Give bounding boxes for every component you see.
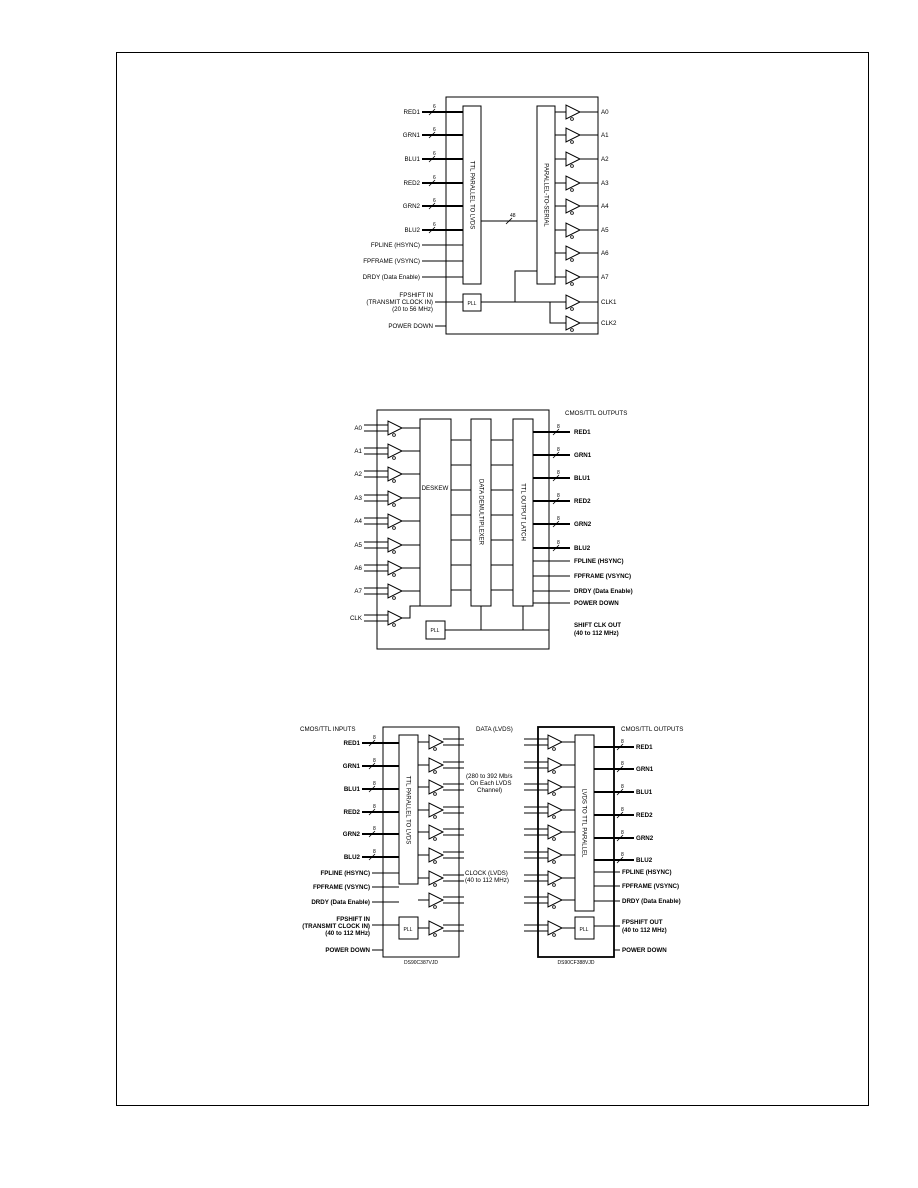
rx-output-width-0: 8 xyxy=(557,424,560,430)
inversion-bubble xyxy=(434,934,437,937)
rx-output-label-5: BLU2 xyxy=(574,545,591,552)
inversion-bubble xyxy=(393,434,396,437)
inversion-bubble xyxy=(571,189,574,192)
link-input-label-4: GRN2 xyxy=(342,831,360,838)
link-tx-pll-label: PLL xyxy=(403,927,413,933)
tx-output-label-0: A0 xyxy=(601,109,609,116)
rx-output-label-4: GRN2 xyxy=(574,521,592,528)
inversion-bubble xyxy=(434,816,437,819)
rx-output-width-3: 8 xyxy=(557,493,560,499)
inversion-bubble xyxy=(393,551,396,554)
tx-input-label-6: FPLINE (HSYNC) xyxy=(370,242,420,249)
inversion-bubble xyxy=(571,308,574,311)
tx-output-label-4: A4 xyxy=(601,203,609,210)
link-data-note-2: Channel) xyxy=(477,787,503,794)
rx-input-label-7: A7 xyxy=(354,588,362,595)
rx-clock-out-0: SHIFT CLK OUT xyxy=(574,622,622,629)
tx-input-label-1: GRN1 xyxy=(402,132,420,139)
link-tx-clock-2: (40 to 112 MHz) xyxy=(325,930,370,937)
link-clock-label-0: CLOCK (LVDS) xyxy=(465,870,508,877)
inversion-bubble xyxy=(393,504,396,507)
tx-input-width-2: 6 xyxy=(433,151,436,157)
inversion-bubble xyxy=(571,236,574,239)
tx-clock-label-1: (TRANSMIT CLOCK IN) xyxy=(366,299,433,306)
link-rx-block-label: LVDS TO TTL PARALLEL xyxy=(580,788,587,858)
rx-output-width-4: 8 xyxy=(557,516,560,522)
tx-output-label-5: A5 xyxy=(601,227,609,234)
link-rx-output-3: RED2 xyxy=(636,812,653,819)
link-outputs-header: CMOS/TTL OUTPUTS xyxy=(621,726,684,733)
inversion-bubble xyxy=(434,771,437,774)
inversion-bubble xyxy=(393,624,396,627)
link-tx-name: DS90C387VJD xyxy=(404,960,438,966)
link-tx-control-0: FPLINE (HSYNC) xyxy=(320,870,370,877)
link-rx-clock-1: (40 to 112 MHz) xyxy=(622,927,667,934)
tx-input-label-3: RED2 xyxy=(403,180,420,187)
link-input-width-0: 8 xyxy=(373,735,376,741)
inversion-bubble xyxy=(553,793,556,796)
link-data-note-1: On Each LVDS xyxy=(470,780,512,787)
link-input-label-2: BLU1 xyxy=(343,786,360,793)
link-rx-output-5: BLU2 xyxy=(636,857,653,864)
link-rx-power: POWER DOWN xyxy=(622,947,667,954)
link-rx-output-0: RED1 xyxy=(636,744,653,751)
inversion-bubble xyxy=(571,329,574,332)
tx-input-label-0: RED1 xyxy=(403,109,420,116)
rx-deskew-label: DESKEW xyxy=(421,485,449,492)
link-input-width-3: 8 xyxy=(373,804,376,810)
tx-clock-output-0: CLK1 xyxy=(601,299,617,306)
rx-outputs-header: CMOS/TTL OUTPUTS xyxy=(565,410,628,417)
tx-input-label-4: GRN2 xyxy=(402,203,420,210)
rx-clock-out-1: (40 to 112 MHz) xyxy=(574,630,619,637)
rx-deskew-block xyxy=(420,419,451,606)
inversion-bubble xyxy=(571,165,574,168)
inversion-bubble xyxy=(571,212,574,215)
tx-pll-label: PLL xyxy=(467,301,477,307)
tx-input-width-3: 6 xyxy=(433,175,436,181)
link-input-width-4: 8 xyxy=(373,826,376,832)
link-rx-output-4: GRN2 xyxy=(636,835,654,842)
link-data-note-0: (280 to 392 Mb/s xyxy=(466,773,513,780)
link-tx-control-1: FPFRAME (VSYNC) xyxy=(312,884,370,891)
inversion-bubble xyxy=(434,838,437,841)
inversion-bubble xyxy=(393,457,396,460)
link-rx-output-1: GRN1 xyxy=(636,766,654,773)
rx-output-label-3: RED2 xyxy=(574,498,591,505)
link-rx-width-5: 8 xyxy=(621,852,624,858)
rx-input-label-4: A4 xyxy=(354,518,362,525)
link-rx-control-1: FPFRAME (VSYNC) xyxy=(622,883,680,890)
inversion-bubble xyxy=(571,118,574,121)
tx-power-down-label: POWER DOWN xyxy=(388,323,433,330)
link-clock-label-1: (40 to 112 MHz) xyxy=(465,877,509,884)
tx-clock-label-2: (20 to 56 MHz) xyxy=(392,306,433,313)
link-tx-control-2: DRDY (Data Enable) xyxy=(311,899,370,906)
tx-clock-output-1: CLK2 xyxy=(601,320,617,327)
tx-output-label-7: A7 xyxy=(601,274,609,281)
tx-input-width-0: 6 xyxy=(433,104,436,110)
rx-output-width-2: 8 xyxy=(557,470,560,476)
rx-output-label-0: RED1 xyxy=(574,429,591,436)
inversion-bubble xyxy=(434,906,437,909)
inversion-bubble xyxy=(553,816,556,819)
inversion-bubble xyxy=(553,884,556,887)
rx-control-label-0: FPLINE (HSYNC) xyxy=(574,558,624,565)
rx-input-label-1: A1 xyxy=(354,448,362,455)
inversion-bubble xyxy=(553,748,556,751)
rx-input-label-2: A2 xyxy=(354,471,362,478)
link-rx-output-2: BLU1 xyxy=(636,789,653,796)
link-input-label-1: GRN1 xyxy=(342,763,360,770)
rx-input-label-5: A5 xyxy=(354,542,362,549)
inversion-bubble xyxy=(553,934,556,937)
tx-input-label-5: BLU2 xyxy=(404,227,420,234)
link-tx-block-label: TTL PARALLEL TO LVDS xyxy=(404,775,411,845)
link-rx-width-1: 8 xyxy=(621,761,624,767)
link-tx-power: POWER DOWN xyxy=(325,947,370,954)
tx-input-width-1: 6 xyxy=(433,127,436,133)
link-rx-width-2: 8 xyxy=(621,784,624,790)
rx-control-label-1: FPFRAME (VSYNC) xyxy=(574,573,632,580)
link-rx-control-0: FPLINE (HSYNC) xyxy=(622,869,672,876)
link-rx-width-4: 8 xyxy=(621,830,624,836)
inversion-bubble xyxy=(571,283,574,286)
link-rx-clock-0: FPSHIFT OUT xyxy=(622,919,663,926)
inversion-bubble xyxy=(553,838,556,841)
inversion-bubble xyxy=(553,771,556,774)
tx-serializer-block-label: PARALLEL-TO-SERIAL xyxy=(542,163,549,227)
link-rx-width-0: 8 xyxy=(621,739,624,745)
inversion-bubble xyxy=(393,527,396,530)
link-input-width-2: 8 xyxy=(373,781,376,787)
inversion-bubble xyxy=(393,480,396,483)
link-input-width-1: 8 xyxy=(373,758,376,764)
rx-output-width-1: 8 xyxy=(557,447,560,453)
tx-output-label-3: A3 xyxy=(601,180,609,187)
tx-internal-bus-width: 48 xyxy=(510,213,516,219)
link-inputs-header: CMOS/TTL INPUTS xyxy=(300,726,356,733)
tx-output-label-2: A2 xyxy=(601,156,609,163)
inversion-bubble xyxy=(434,793,437,796)
link-rx-width-3: 8 xyxy=(621,807,624,813)
rx-demux-label: DATA DEMULTIPLEXER xyxy=(477,478,484,546)
rx-clock-label: CLK xyxy=(349,615,362,622)
rx-input-label-0: A0 xyxy=(354,425,362,432)
inversion-bubble xyxy=(434,861,437,864)
link-tx-clock-0: FPSHIFT IN xyxy=(336,916,370,923)
rx-control-label-2: DRDY (Data Enable) xyxy=(574,588,633,595)
rx-output-width-5: 8 xyxy=(557,540,560,546)
tx-output-label-6: A6 xyxy=(601,250,609,257)
rx-pll-label: PLL xyxy=(430,628,440,634)
link-input-label-5: BLU2 xyxy=(343,854,360,861)
inversion-bubble xyxy=(553,861,556,864)
rx-input-label-6: A6 xyxy=(354,565,362,572)
tx-input-width-5: 6 xyxy=(433,222,436,228)
inversion-bubble xyxy=(434,884,437,887)
rx-control-label-3: POWER DOWN xyxy=(574,600,619,607)
inversion-bubble xyxy=(571,259,574,262)
link-rx-control-2: DRDY (Data Enable) xyxy=(622,898,681,905)
link-tx-clock-1: (TRANSMIT CLOCK IN) xyxy=(302,923,370,930)
tx-input-label-8: DRDY (Data Enable) xyxy=(362,274,420,281)
inversion-bubble xyxy=(434,748,437,751)
inversion-bubble xyxy=(553,906,556,909)
tx-input-block-label: TTL PARALLEL TO LVDS xyxy=(468,160,475,230)
rx-input-label-3: A3 xyxy=(354,495,362,502)
inversion-bubble xyxy=(393,574,396,577)
inversion-bubble xyxy=(571,141,574,144)
link-input-width-5: 8 xyxy=(373,849,376,855)
tx-input-label-7: FPFRAME (VSYNC) xyxy=(363,258,420,265)
rx-output-label-2: BLU1 xyxy=(574,475,591,482)
link-rx-name: DS90CF388VJD xyxy=(557,960,595,966)
tx-clock-label-0: FPSHIFT IN xyxy=(399,292,433,299)
tx-input-label-2: BLU1 xyxy=(404,156,420,163)
link-input-label-0: RED1 xyxy=(343,740,360,747)
tx-input-width-4: 6 xyxy=(433,198,436,204)
link-input-label-3: RED2 xyxy=(343,809,360,816)
link-rx-pll-label: PLL xyxy=(579,927,589,933)
inversion-bubble xyxy=(393,597,396,600)
rx-latch-label: TTL OUTPUT LATCH xyxy=(519,483,526,541)
link-data-label: DATA (LVDS) xyxy=(476,726,513,733)
rx-output-label-1: GRN1 xyxy=(574,452,592,459)
tx-output-label-1: A1 xyxy=(601,132,609,139)
